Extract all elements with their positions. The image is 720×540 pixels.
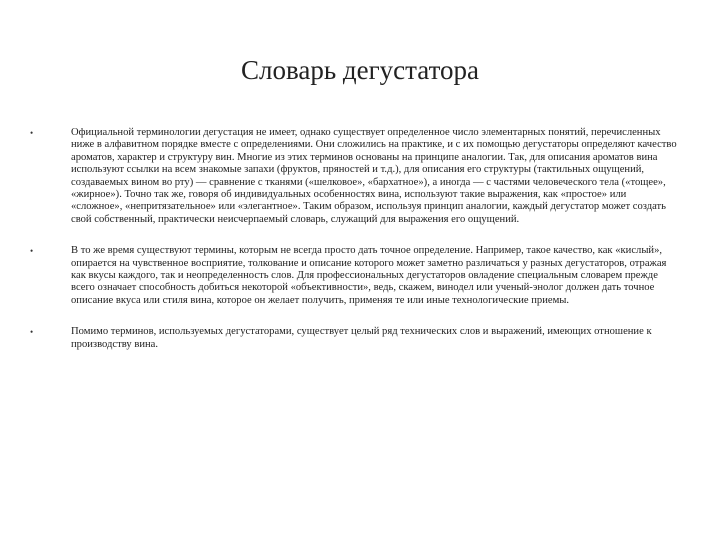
bullet-text: Помимо терминов, используемых дегустаторами, существует целый ряд технических слов и выражений, имеющих отношение к производству вина. [71,326,652,350]
bullet-item [30,245,680,307]
bullet-text: Официальной терминологии дегустация не имеет, однако существует определенное число элементарных понятий, перечисленных ниже в алфавитном порядке вместе с определениями. Они сложились на практике, и с их помощью дегустаторы определяют качество ароматов, характер и структуру вин. Многие из этих терминов основаны на принципе аналогии. Так, для описания ароматов вина используют ссылки на всем знакомые запахи (фруктов, пряностей и т.д.), для описания его структуры (тактильных ощущений, создаваемых вином во рту) — сравнение с тканями («шелковое», «бархатное»), а иногда — с частями человеческого тела («тощее», «жирное»). Точно так же, говоря об индивидуальных особенностях вина, используют такие выражения, как «простое» или «сложное», «непритязательное» или «элегантное». Таким образом, используя принцип аналогии, каждый дегустатор может создать свой собственный, практически неисчерпаемый словарь, служащий для выражения его ощущений. [71,127,677,225]
bullet-item [30,326,680,351]
bullet-point-icon: • [30,128,34,138]
bullet-list [30,127,680,370]
bullet-text: В то же время существуют термины, которым не всегда просто дать точное определение. Например, такое качество, как «кислый», опирается на чувственное восприятие, толкование и описание которого может заметно различаться у разных дегустаторов, отражая как вкусы каждого, так и неопределенность слов. Для профессиональных дегустаторов овладение специальным словарем прежде всего означает способность добиться некоторой «объективности», ведь, скажем, винодел или ученый-энолог должен дать точное описание вкуса или стиля вина, которое он желает получить, применяя те или иные технологические приемы. [71,245,667,306]
slide-title: Словарь дегустатора [240,55,480,85]
bullet-item [30,127,680,226]
bullet-point-icon: • [30,246,34,257]
bullet-point-icon: • [30,327,34,338]
